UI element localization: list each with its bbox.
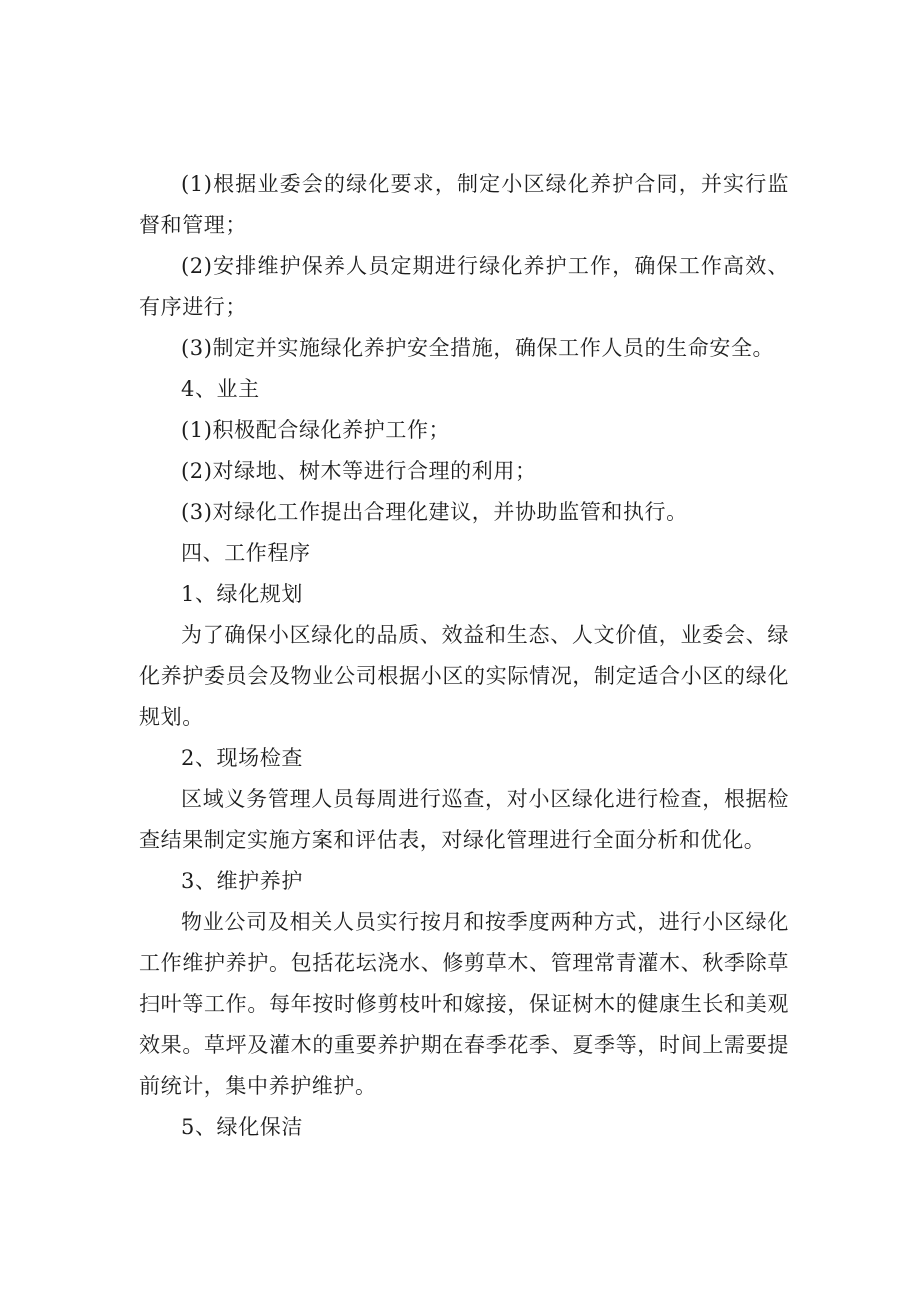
paragraph-owner-1: (1)积极配合绿化养护工作；: [181, 418, 451, 442]
paragraph-duty-1: (1)根据业委会的绿化要求，制定小区绿化养护合同，并实行监督和管理；: [139, 172, 789, 237]
heading-greening-cleaning: 5、绿化保洁: [181, 1115, 303, 1139]
paragraph-duty-2: (2)安排维护保养人员定期进行绿化养护工作，确保工作高效、有序进行；: [139, 254, 789, 319]
heading-work-procedure: 四、工作程序: [181, 541, 311, 565]
heading-greening-plan: 1、绿化规划: [181, 582, 303, 606]
heading-maintenance: 3、维护养护: [181, 869, 303, 893]
heading-owner: 4、业主: [181, 377, 260, 401]
paragraph-duty-3: (3)制定并实施绿化养护安全措施，确保工作人员的生命安全。: [181, 336, 775, 360]
paragraph-owner-3: (3)对绿化工作提出合理化建议，并协助监管和执行。: [181, 500, 688, 524]
paragraph-greening-plan: 为了确保小区绿化的品质、效益和生态、人文价值，业委会、绿化养护委员会及物业公司根据小区的实际情况，制定适合小区的绿化规划。: [139, 623, 789, 729]
paragraph-owner-2: (2)对绿地、树木等进行合理的利用；: [181, 459, 537, 483]
heading-site-inspection: 2、现场检查: [181, 746, 303, 770]
paragraph-maintenance: 物业公司及相关人员实行按月和按季度两种方式，进行小区绿化工作维护养护。包括花坛浇水、修剪草木、管理常青灌木、秋季除草扫叶等工作。每年按时修剪枝叶和嫁接，保证树木的健康生长和美观效果。草坪及灌木的重要养护期在春季花季、夏季等，时间上需要提前统计，集中养护维护。: [139, 910, 789, 1098]
paragraph-site-inspection: 区域义务管理人员每周进行巡查，对小区绿化进行检查，根据检查结果制定实施方案和评估表，对绿化管理进行全面分析和优化。: [139, 787, 789, 852]
document-body: [139, 164, 789, 1148]
